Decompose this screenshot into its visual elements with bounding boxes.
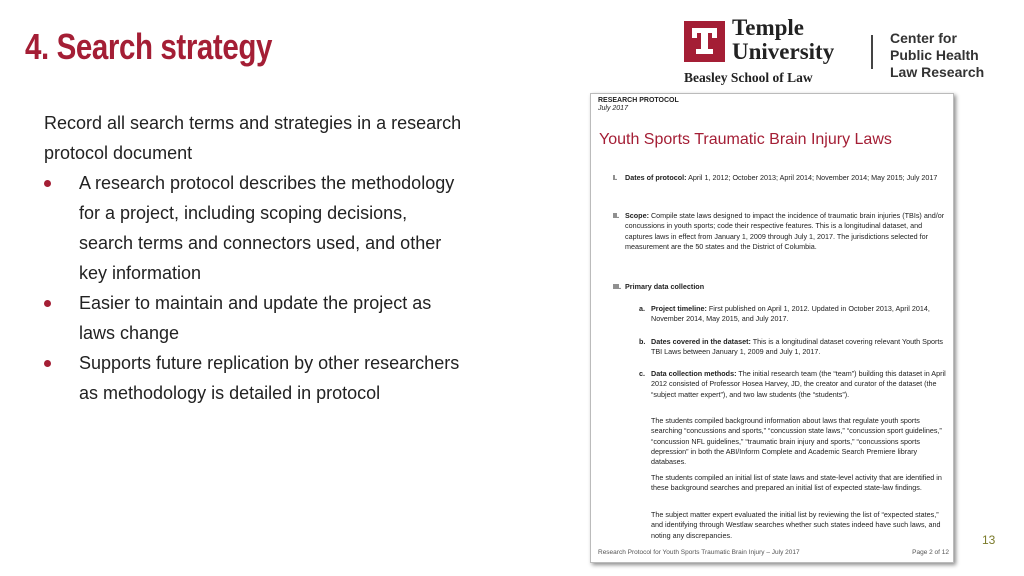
doc-section-1 [625, 173, 947, 183]
temple-t-icon [684, 21, 725, 62]
doc-paragraph-3: The subject matter expert evaluated the initial list by reviewing the list of “expected states,” and identifying through Westlaw searches whether such states indeed have such laws, and noting any discrepancies. [651, 510, 941, 540]
list-item [44, 288, 464, 348]
doc-section-2-text: Compile state laws designed to impact the incidence of traumatic brain injuries (TBIs) and/or concussions in youth sports; code their respective features. This is a longitudinal dataset, and captures laws in effect from January 1, 2009 through July 1, 2017. The jurisdictions selected for measurement are the 50 states and the District of Columbia. [625, 211, 945, 251]
bullet-text: Supports future replication by other researchers as methodology is detailed in protocol [79, 353, 460, 403]
university-name [732, 16, 834, 64]
center-name-line1: Center for [890, 30, 957, 46]
research-protocol-document-image [590, 93, 954, 563]
doc-paragraph-2: The students compiled an initial list of state laws and state-level activity that are identified in these background searches and prepared an initial list of expected state-law findings. [651, 473, 942, 493]
doc-item-b-label: Dates covered in the dataset: [651, 337, 751, 346]
slide-title: 4. Search strategy [25, 26, 272, 67]
doc-section-3-label: Primary data collection [625, 282, 705, 291]
doc-section-2 [625, 211, 947, 252]
bullet-dot-icon [44, 300, 51, 307]
doc-item-a [651, 304, 947, 325]
doc-item-c-number: c. [639, 369, 645, 378]
doc-header: RESEARCH PROTOCOL [598, 97, 679, 104]
university-name-line1: Temple [732, 15, 804, 40]
doc-footer-left: Research Protocol for Youth Sports Traumatic Brain Injury – July 2017 [598, 549, 800, 556]
slide-page-number: 13 [982, 533, 996, 547]
doc-section-2-label: Scope: [625, 211, 649, 220]
list-item [44, 348, 464, 408]
doc-item-c [651, 369, 947, 400]
doc-item-a-text: First published on April 1, 2012. Updated in October 2013, April 2014, November 2014, May 2015, and July 2017. [651, 304, 930, 324]
doc-item-b [651, 337, 947, 358]
bullet-dot-icon [44, 360, 51, 367]
doc-item-c-label: Data collection methods: [651, 369, 737, 378]
doc-footer-right: Page 2 of 12 [912, 549, 949, 556]
bullet-list [44, 168, 464, 408]
school-name: Beasley School of Law [684, 70, 813, 85]
center-name [890, 30, 984, 81]
doc-item-a-number: a. [639, 304, 645, 313]
doc-item-b-text: This is a longitudinal dataset covering relevant Youth Sports TBI Laws between January 1, 2009 and July 1, 2017. [651, 337, 943, 357]
bullet-text: Easier to maintain and update the project as laws change [79, 293, 432, 343]
doc-section-3-number: III. [613, 282, 621, 291]
doc-item-a-label: Project timeline: [651, 304, 707, 313]
doc-date: July 2017 [598, 105, 628, 112]
doc-title: Youth Sports Traumatic Brain Injury Laws [599, 131, 892, 148]
bullet-text: A research protocol describes the methodology for a project, including scoping decisions, search terms and connectors used, and other key information [79, 173, 455, 283]
doc-section-1-text: April 1, 2012; October 2013; April 2014; November 2014; May 2015; July 2017 [686, 173, 938, 182]
center-name-line2: Public Health [890, 47, 979, 63]
doc-section-2-number: II. [613, 211, 619, 220]
center-name-line3: Law Research [890, 64, 985, 80]
doc-section-1-label: Dates of protocol: [625, 173, 687, 182]
logo-divider [871, 35, 873, 69]
doc-section-1-number: I. [613, 173, 617, 182]
university-name-line2: University [732, 39, 835, 64]
list-item [44, 168, 464, 288]
intro-text: Record all search terms and strategies in a research protocol document [44, 113, 462, 163]
bullet-dot-icon [44, 180, 51, 187]
slide-body [44, 108, 464, 408]
temple-cphlr-logo [684, 15, 1004, 88]
doc-paragraph-1: The students compiled background information about laws that regulate youth sports searching “concussions and sports,” “concussion state laws,” “concussion sport guidelines,” “concussion NFL guidelines,” “traumatic brain injury and sports,” “concussions sports depression” in both the ABI/Inform Complete and Academic Search Premiere library databases. [651, 416, 942, 467]
doc-item-b-number: b. [639, 337, 646, 346]
doc-item-c-text: The initial research team (the “team”) building this dataset in April 2012 consisted of Professor Hosea Harvey, JD, the creator and curator of the dataset (the “subject matter expert”), and two law students (the “students”). [651, 369, 946, 399]
